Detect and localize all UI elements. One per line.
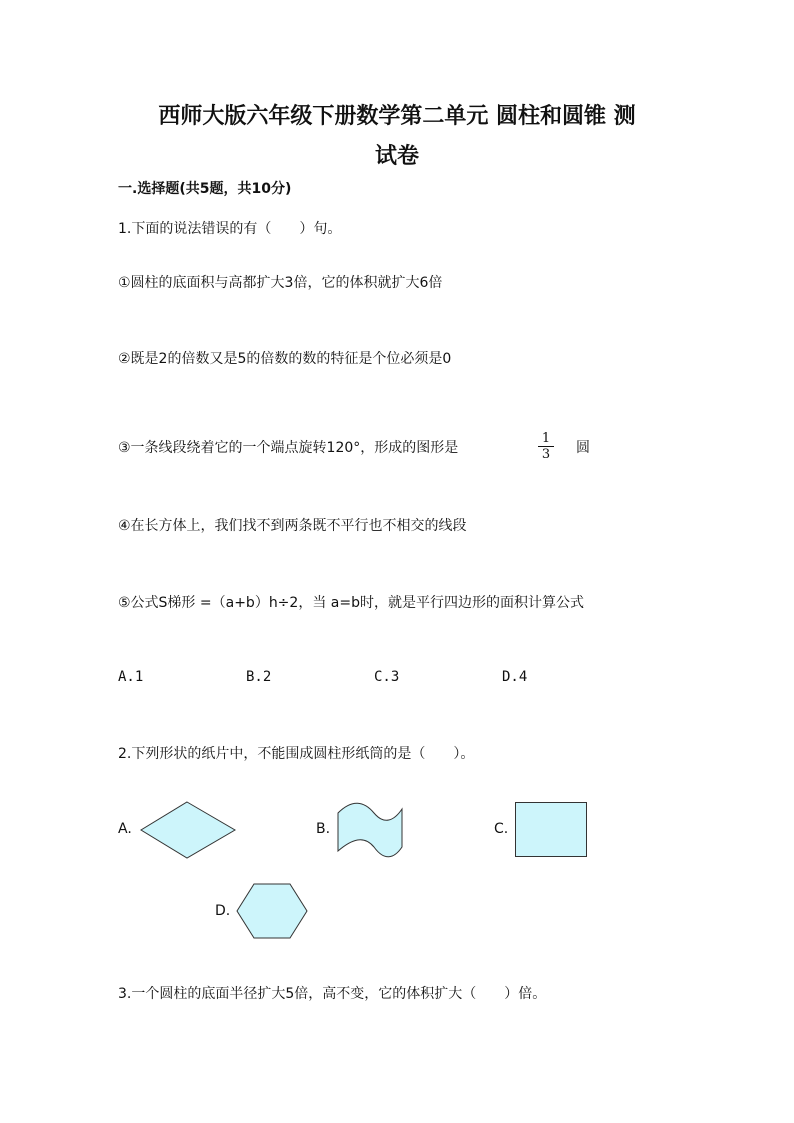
hexagon-shape[interactable] (236, 883, 308, 939)
statement-1: ①圆柱的底面积与高都扩大3倍，它的体积就扩大6倍 (118, 275, 443, 291)
rectangle-shape[interactable] (515, 802, 587, 857)
statement-3-text: ③一条线段绕着它的一个端点旋转120°，形成的图形是 (118, 440, 459, 456)
statement-2: ②既是2的倍数又是5的倍数的数的特征是个位必须是0 (118, 351, 452, 367)
hexagon-polygon (237, 884, 307, 938)
option-c[interactable]: C.3 (374, 669, 400, 685)
fraction-denominator: 3 (541, 447, 551, 462)
title-line-1: 西师大版六年级下册数学第二单元 圆柱和圆锥 测 (158, 103, 636, 129)
statement-3 (118, 437, 458, 457)
shape-label-c: C. (494, 821, 509, 837)
section-heading: 一.选择题(共5题，共10分) (118, 181, 292, 197)
question-1-stem: 1.下面的说法错误的有（ ）句。 (118, 221, 342, 237)
shape-label-b: B. (316, 821, 331, 837)
option-b[interactable]: B.2 (246, 669, 272, 685)
option-a[interactable]: A.1 (118, 669, 144, 685)
rhombus-polygon (141, 802, 235, 858)
fraction-numerator: 1 (538, 431, 554, 447)
statement-5: ⑤公式S梯形 =（a+b）h÷2，当 a=b时，就是平行四边形的面积计算公式 (118, 595, 584, 611)
shape-label-a: A. (118, 821, 132, 837)
question-3-stem: 3.一个圆柱的底面半径扩大5倍，高不变，它的体积扩大（ ）倍。 (118, 986, 547, 1002)
wavy-paper-path (338, 803, 402, 857)
wavy-paper-shape[interactable] (334, 803, 406, 857)
fraction-one-third (538, 431, 554, 462)
rhombus-shape[interactable] (140, 801, 236, 859)
title-line-2: 试卷 (374, 143, 419, 169)
page-title (110, 96, 684, 176)
rectangle-rect (516, 803, 587, 857)
shape-label-d: D. (215, 903, 231, 919)
statement-4: ④在长方体上，我们找不到两条既不平行也不相交的线段 (118, 518, 467, 534)
question-2-stem: 2.下列形状的纸片中，不能围成圆柱形纸筒的是（ ）。 (118, 746, 475, 762)
option-d[interactable]: D.4 (502, 669, 528, 685)
statement-3-suffix: 圆 (576, 440, 590, 456)
